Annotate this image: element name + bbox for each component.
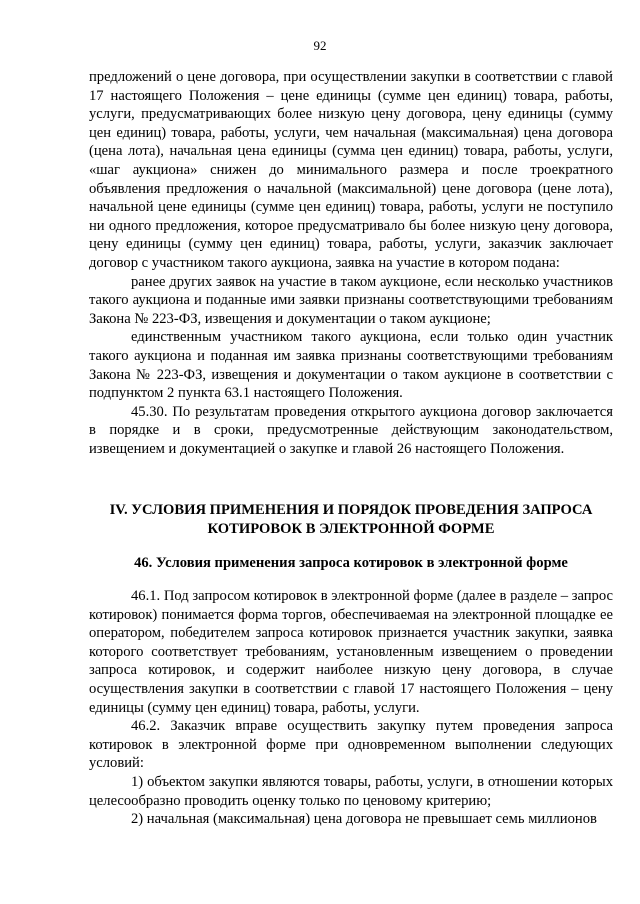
sub-heading: 46. Условия применения запроса котировок в электронной форме — [134, 555, 568, 571]
paragraph: ранее других заявок на участие в таком аукционе, если несколько участников такого аукциона и поданные ими заявки признаны соответствующими требованиям Закона № 223-ФЗ, извещения и документации о таком аукционе; — [89, 273, 613, 327]
body-text-top — [89, 68, 613, 458]
section-heading — [89, 501, 613, 538]
paragraph: предложений о цене договора, при осуществлении закупки в соответствии с главой 17 настоящего Положения – цене единицы (сумме цен единиц) товара, работы, услуги, предусматривающих более низкую цену договора, цену единицы (сумму цен единиц) товара, работы, услуги, чем начальная (максимальная) цена договора (цена лота), начальная цена единицы (сумма цен единиц) товара, работы, услуги, «шаг аукциона» снижен до минимального размера и после троекратного объявления предложения о начальной (максимальной) цене договора (цене лота), начальной цене единицы (сумме цен единиц) товара, работы, услуги не поступило ни одного предложения, которое предусматривало бы более низкую цену договора, цену единицы (сумму цен единиц) товара, работы, услуги, заказчик заключает договор с участником такого аукциона, заявка на участие в котором подана: — [89, 69, 613, 271]
section-heading-line: КОТИРОВОК В ЭЛЕКТРОННОЙ ФОРМЕ — [207, 520, 495, 537]
paragraph: 46.1. Под запросом котировок в электронной форме (далее в разделе – запрос котировок) понимается форма торгов, обеспечиваемая на электронной площадке ее оператором, победителем запроса котировок признается участник закупки, заявка которого соответствует требованиям, установленным извещением о проведении запроса котировок, и содержит наиболее низкую цену договора, в случае осуществления закупки в соответствии с главой 17 настоящего Положения – цену единицы (сумму цен единиц) товара, работы, услуги. — [89, 588, 613, 716]
paragraph: 45.30. По результатам проведения открытого аукциона договор заключается в порядке и в сроки, предусмотренные действующим законодательством, извещением и документацией о закупке и главой 26 настоящего Положения. — [89, 403, 613, 457]
paragraph: 1) объектом закупки являются товары, работы, услуги, в отношении которых целесообразно проводить оценку только по ценовому критерию; — [89, 773, 613, 809]
paragraph: 2) начальная (максимальная) цена договора не превышает семь миллионов — [131, 811, 597, 828]
page-number: 92 — [313, 38, 327, 53]
body-text-bottom — [89, 587, 613, 829]
section-heading-line: IV. УСЛОВИЯ ПРИМЕНЕНИЯ И ПОРЯДОК ПРОВЕДЕНИЯ ЗАПРОСА — [109, 502, 593, 518]
paragraph: 46.2. Заказчик вправе осуществить закупку путем проведения запроса котировок в электронной форме при одновременном выполнении следующих условий: — [89, 718, 613, 772]
paragraph: единственным участником такого аукциона, если только один участник такого аукциона и поданная им заявка признаны соответствующими требованиям Закона № 223-ФЗ, извещения и документации о таком аукционе в соответствии с подпунктом 2 пункта 63.1 настоящего Положения. — [89, 329, 613, 402]
